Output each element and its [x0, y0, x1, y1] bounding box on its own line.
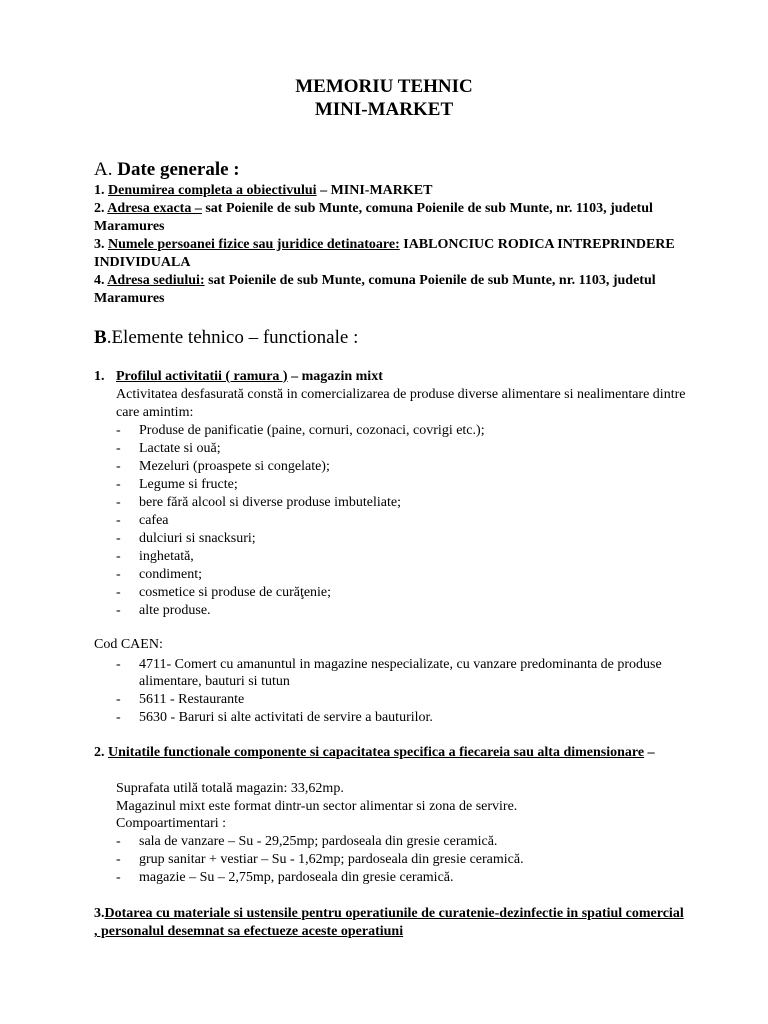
list-item: grup sanitar + vestiar – Su - 1,62mp; pardoseala din gresie ceramică. [139, 852, 524, 867]
list-bullet: - [116, 657, 121, 672]
section-a-item-4: 4. Adresa sediului: sat Poienile de sub Munte, comuna Poienile de sub Munte, nr. 1103, judetul [94, 273, 656, 288]
list-bullet: - [116, 495, 121, 510]
list-item: cafea [139, 513, 169, 528]
list-bullet: - [116, 459, 121, 474]
list-bullet: - [116, 603, 121, 618]
document-subtitle: MINI-MARKET [314, 99, 454, 120]
list-item: 5630 - Baruri si alte activitati de servire a bauturilor. [139, 710, 433, 725]
list-bullet: - [116, 549, 121, 564]
list-item: Produse de panificatie (paine, cornuri, cozonaci, covrigi etc.); [139, 423, 485, 438]
list-item: condiment; [139, 567, 202, 582]
list-item: Legume si fructe; [139, 477, 238, 492]
list-item: magazie – Su – 2,75mp, pardoseala din gresie ceramică. [139, 870, 454, 885]
list-bullet: - [116, 513, 121, 528]
list-item: 5611 - Restaurante [139, 692, 245, 707]
list-item: sala de vanzare – Su - 29,25mp; pardoseala din gresie ceramică. [139, 834, 498, 849]
list-item: cosmetice si produse de curăţenie; [139, 585, 332, 600]
list-item: bere fără alcool si diverse produse imbuteliate; [139, 495, 402, 510]
section-b-item-3-heading-cont: , personalul desemnat sa efectueze aceste operatiuni [94, 924, 404, 939]
total-area-text: Suprafata utilă totală magazin: 33,62mp. [116, 781, 344, 796]
list-item: alte produse. [139, 603, 211, 618]
list-bullet: - [116, 710, 121, 725]
section-a-item-2: 2. Adresa exacta – sat Poienile de sub Munte, comuna Poienile de sub Munte, nr. 1103, judetul [94, 201, 653, 216]
list-item: inghetată, [139, 549, 194, 564]
section-a-item-2-cont: Maramures [94, 219, 165, 234]
list-bullet: - [116, 531, 121, 546]
list-bullet: - [116, 477, 121, 492]
activity-description: Activitatea desfasurată constă in comercializarea de produse diverse alimentare si nealimentare dintre [116, 387, 686, 402]
list-bullet: - [116, 441, 121, 456]
section-a-heading: A. Date generale : [94, 159, 240, 180]
section-a-item-3-cont: INDIVIDUALA [94, 255, 191, 270]
section-a-item-3: 3. Numele persoanei fizice sau juridice detinatoare: IABLONCIUC RODICA INTREPRINDERE [94, 237, 675, 252]
document-title: MEMORIU TEHNIC [295, 76, 473, 97]
section-b-heading: B.Elemente tehnico – functionale : [94, 327, 359, 348]
list-item: dulciuri si snacksuri; [139, 531, 256, 546]
list-bullet: - [116, 423, 121, 438]
section-b-item-2-heading: 2. Unitatile functionale componente si capacitatea specifica a fiecareia sau alta dimensionare – [94, 745, 655, 760]
list-bullet: - [116, 870, 121, 885]
list-bullet: - [116, 852, 121, 867]
list-item: Lactate si ouă; [139, 441, 221, 456]
section-b-item-3-heading: 3.Dotarea cu materiale si ustensile pentru operatiunile de curatenie-dezinfectie in spatiul comercial [94, 906, 684, 921]
compartments-label: Compoartimentari : [116, 816, 227, 831]
section-a-item-1: 1. Denumirea completa a obiectivului – MINI-MARKET [94, 183, 433, 198]
list-bullet: - [116, 567, 121, 582]
list-bullet: - [116, 692, 121, 707]
activity-description-cont: care amintim: [116, 405, 194, 420]
list-item-cont: alimentare, bauturi si tutun [139, 674, 290, 689]
list-item: Mezeluri (proaspete si congelate); [139, 459, 330, 474]
section-b-item-1-heading: Profilul activitatii ( ramura ) – magazin mixt [116, 369, 383, 384]
store-composition-text: Magazinul mixt este format dintr-un sector alimentar si zona de servire. [116, 799, 518, 814]
list-bullet: - [116, 585, 121, 600]
list-bullet: - [116, 834, 121, 849]
section-a-item-4-cont: Maramures [94, 291, 165, 306]
section-b-item-1-number: 1. [94, 369, 105, 384]
list-item: 4711- Comert cu amanuntul in magazine nespecializate, cu vanzare predominanta de produse [139, 657, 662, 672]
caen-label: Cod CAEN: [94, 637, 163, 652]
